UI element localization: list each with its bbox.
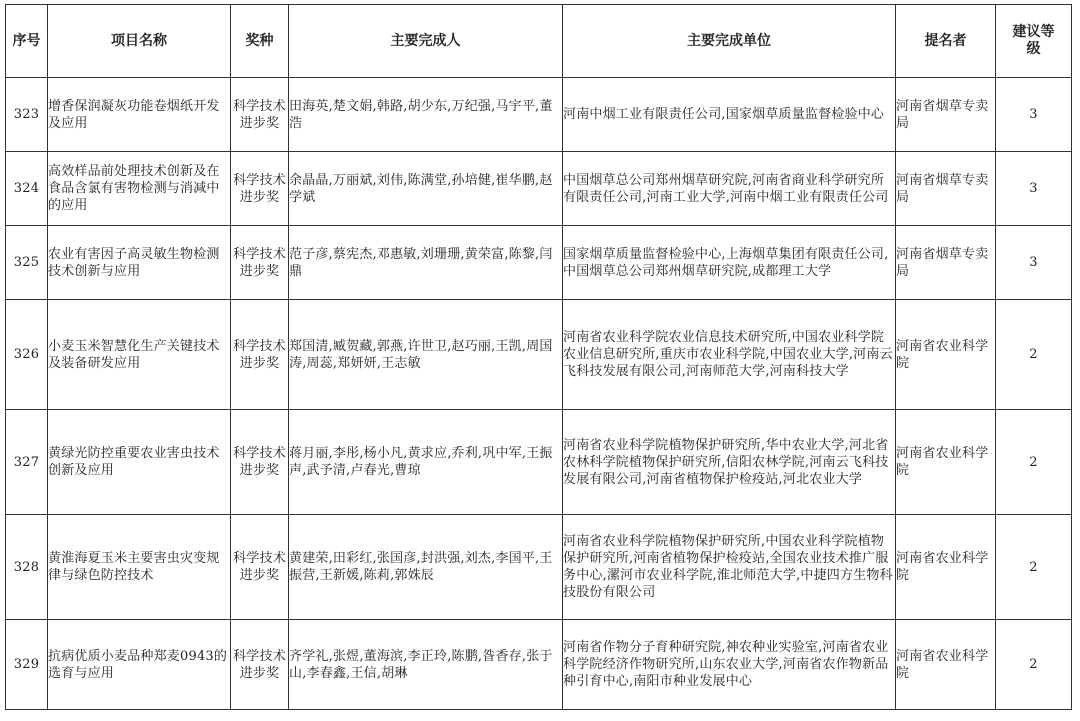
suggested-level: 3 [996, 226, 1072, 300]
suggested-level: 2 [996, 515, 1072, 620]
suggested-level: 2 [996, 300, 1072, 410]
main-people: 郑国清,臧贺藏,郭燕,许世卫,赵巧丽,王凯,周国涛,周蕊,郑妍妍,王志敏 [289, 300, 563, 410]
main-units: 河南省农业科学院植物保护研究所,中国农业科学院植物保护研究所,河南省植物保护检疫站,全国农业技术推广服务中心,漯河市农业科学院,淮北师范大学,中捷四方生物科技股份有限公司 [563, 515, 896, 620]
header-award-type: 奖种 [231, 5, 289, 78]
suggested-level: 2 [996, 620, 1072, 710]
table-row [6, 78, 1072, 152]
nominator: 河南省农业科学院 [896, 515, 996, 620]
award-type: 科学技术进步奖 [231, 620, 289, 710]
award-type: 科学技术进步奖 [231, 515, 289, 620]
main-people: 余晶晶,万丽斌,刘伟,陈满堂,孙培健,崔华鹏,赵学斌 [289, 152, 563, 226]
header-num: 序号 [6, 5, 48, 78]
row-num: 325 [6, 226, 48, 300]
row-num: 328 [6, 515, 48, 620]
table-row [6, 300, 1072, 410]
table-row [6, 515, 1072, 620]
header-main-units: 主要完成单位 [563, 5, 896, 78]
header-main-people: 主要完成人 [289, 5, 563, 78]
main-people: 蒋月丽,李彤,杨小凡,黄求应,乔利,巩中军,王振声,武予清,卢春光,曹琼 [289, 410, 563, 515]
main-units: 河南省农业科学院农业信息技术研究所,中国农业科学院农业信息研究所,重庆市农业科学院,中国农业大学,河南云飞科技发展有限公司,河南师范大学,河南科技大学 [563, 300, 896, 410]
suggested-level: 2 [996, 410, 1072, 515]
table-row [6, 620, 1072, 710]
header-level: 建议等级 [996, 5, 1072, 78]
main-units: 中国烟草总公司郑州烟草研究院,河南省商业科学研究所有限责任公司,河南工业大学,河南中烟工业有限责任公司 [563, 152, 896, 226]
row-num: 326 [6, 300, 48, 410]
table-row [6, 152, 1072, 226]
header-project-name: 项目名称 [48, 5, 231, 78]
main-people: 田海英,楚文娟,韩路,胡少东,万纪强,马宇平,董浩 [289, 78, 563, 152]
main-units: 河南中烟工业有限责任公司,国家烟草质量监督检验中心 [563, 78, 896, 152]
table-row [6, 226, 1072, 300]
nominator: 河南省烟草专卖局 [896, 78, 996, 152]
nominator: 河南省农业科学院 [896, 410, 996, 515]
row-num: 324 [6, 152, 48, 226]
suggested-level: 3 [996, 78, 1072, 152]
award-type: 科学技术进步奖 [231, 410, 289, 515]
award-type: 科学技术进步奖 [231, 300, 289, 410]
table-row [6, 410, 1072, 515]
project-name: 黄绿光防控重要农业害虫技术创新及应用 [48, 410, 231, 515]
main-people: 范子彦,蔡宪杰,邓惠敏,刘珊珊,黄荣富,陈黎,闫鼎 [289, 226, 563, 300]
main-units: 河南省农业科学院植物保护研究所,华中农业大学,河北省农林科学院植物保护研究所,信阳农林学院,河南云飞科技发展有限公司,河南省植物保护检疫站,河北农业大学 [563, 410, 896, 515]
awards-table [5, 4, 1072, 710]
project-name: 高效样品前处理技术创新及在食品含氯有害物检测与消减中的应用 [48, 152, 231, 226]
award-type: 科学技术进步奖 [231, 78, 289, 152]
project-name: 抗病优质小麦品种郑麦0943的选育与应用 [48, 620, 231, 710]
row-num: 323 [6, 78, 48, 152]
nominator: 河南省农业科学院 [896, 620, 996, 710]
main-people: 齐学礼,张煜,董海滨,李正玲,陈鹏,昝香存,张于山,李春鑫,王信,胡琳 [289, 620, 563, 710]
suggested-level: 3 [996, 152, 1072, 226]
row-num: 327 [6, 410, 48, 515]
nominator: 河南省烟草专卖局 [896, 152, 996, 226]
row-num: 329 [6, 620, 48, 710]
main-units: 河南省作物分子育种研究院,神农种业实验室,河南省农业科学院经济作物研究所,山东农业大学,河南省农作物新品种引育中心,南阳市种业发展中心 [563, 620, 896, 710]
award-type: 科学技术进步奖 [231, 152, 289, 226]
project-name: 黄淮海夏玉米主要害虫灾变规律与绿色防控技术 [48, 515, 231, 620]
project-name: 小麦玉米智慧化生产关键技术及装备研发应用 [48, 300, 231, 410]
main-people: 黄建荣,田彩红,张国彦,封洪强,刘杰,李国平,王振营,王新媛,陈莉,郭姝辰 [289, 515, 563, 620]
nominator: 河南省农业科学院 [896, 300, 996, 410]
project-name: 农业有害因子高灵敏生物检测技术创新与应用 [48, 226, 231, 300]
nominator: 河南省烟草专卖局 [896, 226, 996, 300]
award-type: 科学技术进步奖 [231, 226, 289, 300]
header-nominator: 提名者 [896, 5, 996, 78]
main-units: 国家烟草质量监督检验中心,上海烟草集团有限责任公司,中国烟草总公司郑州烟草研究院,成都理工大学 [563, 226, 896, 300]
project-name: 增香保润凝灰功能卷烟纸开发及应用 [48, 78, 231, 152]
header-row [6, 5, 1072, 78]
